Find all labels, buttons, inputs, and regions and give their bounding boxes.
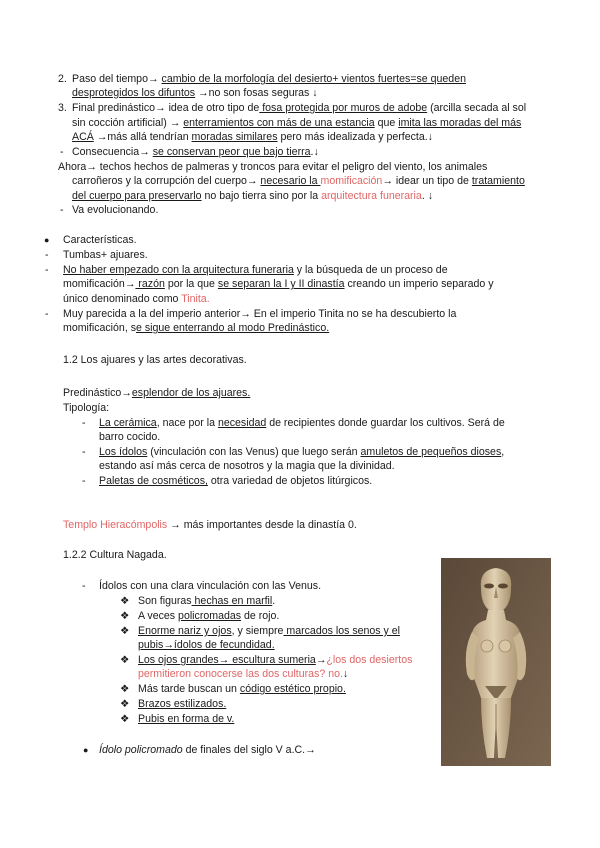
dash-bullet: - [60, 146, 64, 158]
text-line: desprotegidos los difuntos →no son fosas seguras ↓ [72, 87, 318, 99]
text-line: Brazos estilizados. [138, 698, 227, 710]
diamond-bullet: ❖ [120, 683, 130, 695]
list-number: 2. [58, 73, 67, 85]
text-line: único denominado como Tinita. [63, 293, 210, 305]
text-line: Consecuencia→ se conservan peor que bajo tierra.↓ [72, 146, 319, 158]
text-line: Enorme nariz y ojos, y siempre marcados los senos y el [138, 625, 401, 637]
text-line: ACÁ →más allá tendrían moradas similares pero más idealizada y perfecta.↓ [72, 131, 433, 143]
text-line: Paletas de cosméticos, otra variedad de objetos litúrgicos. [99, 475, 373, 487]
text-line: barro cocido. [99, 431, 161, 443]
dash-bullet: - [45, 264, 49, 276]
text-line: Más tarde buscan un código estético propio. [138, 683, 346, 695]
dash-bullet: - [45, 308, 49, 320]
text-line: Templo Hieracómpolis → más importantes desde la dinastía 0. [63, 519, 357, 531]
text-line: Los ojos grandes→ escultura sumeria→¿los dos desiertos [138, 654, 413, 666]
text-line: Va evolucionando. [72, 204, 159, 216]
text-line: A veces policromadas de rojo. [138, 610, 280, 622]
round-bullet: ● [83, 745, 89, 755]
section-heading: 1.2 Los ajuares y las artes decorativas. [63, 354, 247, 366]
text-line: Tipología: [63, 402, 110, 414]
dash-bullet: - [60, 204, 64, 216]
text-line: No haber empezado con la arquitectura funeraria y la búsqueda de un proceso de [63, 264, 448, 276]
text-line: carroñeros y la corrupción del cuerpo→ necesario la momificación→ idear un tipo de tratamiento [72, 175, 525, 187]
dash-bullet: - [45, 249, 49, 261]
dash-bullet: - [82, 475, 86, 487]
ivory-idol-photo [441, 558, 551, 766]
text-line: permitieron conocerse las dos culturas? no.↓ [138, 668, 349, 680]
diamond-bullet: ❖ [120, 595, 130, 607]
text-line: Muy parecida a la del imperio anterior→ En el imperio Tinita no se ha descubierto la [63, 308, 457, 320]
text-line: momificación, se sigue enterrando al modo Predinástico. [63, 322, 330, 334]
text-line: Pubis en forma de v. [138, 713, 235, 725]
ivory-idol-illustration [441, 558, 551, 766]
diamond-bullet: ❖ [120, 713, 130, 725]
text-line: Paso del tiempo→ cambio de la morfología del desierto+ vientos fuertes=se queden [72, 73, 466, 85]
diamond-bullet: ❖ [120, 610, 130, 622]
diamond-bullet: ❖ [120, 625, 130, 637]
text-line: Ahora→ techos hechos de palmeras y troncos para evitar el peligro del viento, los animales [58, 161, 488, 173]
text-line: La cerámica, nace por la necesidad de recipientes donde guardar los cultivos. Será de [99, 417, 505, 429]
text-line: momificación→ razón por la que se separan la I y II dinastía creando un imperio separado y [63, 278, 494, 290]
text-line: del cuerpo para preservarlo no bajo tierra sino por la arquitectura funeraria. ↓ [72, 190, 433, 202]
text-line: Ídolos con una clara vinculación con las Venus. [99, 580, 322, 592]
text-line: sin cocción artificial) → enterramientos con más de una estancia que imita las moradas del más [72, 117, 522, 129]
dash-bullet: - [82, 446, 86, 458]
dash-bullet: - [82, 417, 86, 429]
text-line: Tumbas+ ajuares. [63, 249, 148, 261]
section-heading: 1.2.2 Cultura Nagada. [63, 549, 167, 561]
text-line: pubis→ídolos de fecundidad. [138, 639, 275, 651]
text-line: Son figuras hechas en marfil. [138, 595, 276, 607]
text-line: Predinástico→esplendor de los ajuares. [63, 387, 251, 399]
round-bullet: ● [44, 235, 50, 245]
text-line: Ídolo policromado de finales del siglo V a.C.→ [99, 744, 316, 756]
text-line: Los ídolos (vinculación con las Venus) que luego serán amuletos de pequeños dioses, [99, 446, 505, 458]
text-line: Final predinástico→ idea de otro tipo de fosa protegida por muros de adobe (arcilla secada al sol [72, 102, 527, 114]
text-line: Características. [63, 234, 137, 246]
diamond-bullet: ❖ [120, 698, 130, 710]
dash-bullet: - [82, 580, 86, 592]
diamond-bullet: ❖ [120, 654, 130, 666]
list-number: 3. [58, 102, 67, 114]
text-line: estando así más cerca de nosotros y la magia que la divinidad. [99, 460, 395, 472]
